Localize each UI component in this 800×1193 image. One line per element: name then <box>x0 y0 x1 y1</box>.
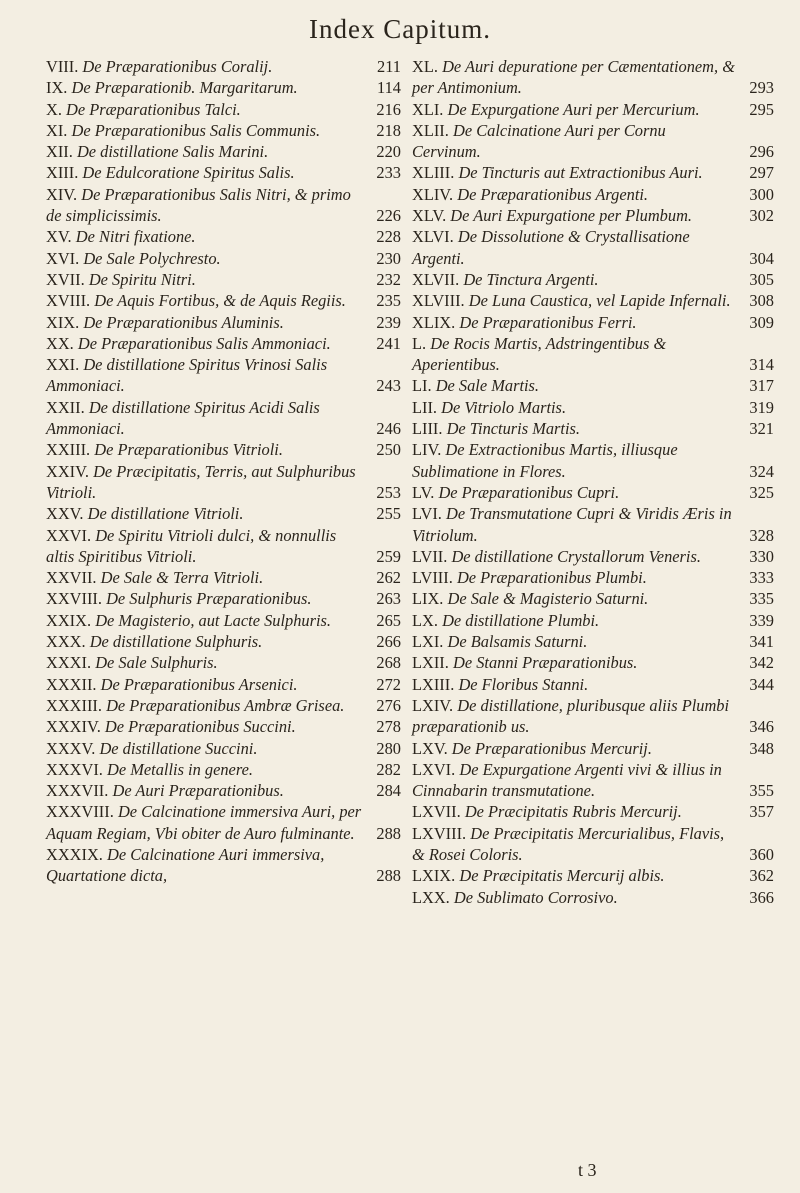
page-number: 216 <box>376 99 401 119</box>
chapter-title: De Præparationibus Argenti. <box>457 184 649 204</box>
page-number: 284 <box>376 781 401 801</box>
index-entry <box>412 418 774 439</box>
index-entry <box>412 631 774 652</box>
page-number: 317 <box>749 376 774 396</box>
index-entry <box>46 162 401 183</box>
chapter-number: XXXV. <box>46 738 96 758</box>
chapter-number: XXXII. <box>46 674 97 694</box>
index-column-left <box>46 56 401 887</box>
chapter-title: De Calcinatione immersiva Auri, per Aquam Regiam, Vbi obiter de Auro fulminante. <box>46 802 362 843</box>
chapter-number: XXVI. <box>46 525 92 545</box>
chapter-title: De Præparationibus Vitrioli. <box>94 440 283 460</box>
chapter-number: IX. <box>46 78 68 98</box>
chapter-number: XVII. <box>46 269 85 289</box>
chapter-number: XLV. <box>412 206 447 226</box>
chapter-title: De distillatione Plumbi. <box>442 610 600 630</box>
chapter-title: De Calcinatione Auri immersiva, Quartatione dicta, <box>46 844 325 886</box>
chapter-title: De Sale Martis. <box>435 376 540 396</box>
chapter-number: LX. <box>412 610 438 630</box>
chapter-number: XIII. <box>46 163 79 183</box>
chapter-title: De Præparationibus Aluminis. <box>83 312 284 332</box>
chapter-number: LXIV. <box>412 695 454 715</box>
index-column-right <box>412 56 774 908</box>
index-entry <box>46 56 401 77</box>
chapter-title: De Sublimato Corrosivo. <box>453 887 618 907</box>
index-entry <box>46 759 401 780</box>
chapter-number: XLII. <box>412 120 449 140</box>
page-number: 314 <box>749 355 774 375</box>
index-entry <box>412 738 774 759</box>
chapter-number: XLVII. <box>412 269 460 289</box>
chapter-number: XXIII. <box>46 440 91 460</box>
index-entry <box>412 503 774 546</box>
index-entry <box>412 56 774 99</box>
index-entry <box>46 397 401 440</box>
index-entry <box>46 695 401 716</box>
index-entry <box>46 99 401 120</box>
chapter-number: LIII. <box>412 419 443 439</box>
chapter-number: LVI. <box>412 504 442 524</box>
chapter-title: De Dissolutione & Crystallisatione Argenti. <box>412 227 690 268</box>
chapter-number: LXI. <box>412 632 444 652</box>
chapter-title: De Expurgatione Auri per Mercurium. <box>447 99 700 119</box>
page-number: 243 <box>376 376 401 396</box>
chapter-title: De Tinctura Argenti. <box>463 269 599 289</box>
chapter-number: LXVI. <box>412 759 456 779</box>
index-entry <box>412 120 774 163</box>
chapter-title: De distillatione Salis Marini. <box>76 142 269 162</box>
index-entry <box>46 269 401 290</box>
index-entry <box>412 269 774 290</box>
chapter-title: De Præcipitatis Rubris Mercurij. <box>464 802 682 822</box>
chapter-title: De Expurgatione Argenti vivi & illius in Cinnabarin transmutatione. <box>412 759 722 801</box>
page-number: 226 <box>376 206 401 226</box>
chapter-number: LXVII. <box>412 802 461 822</box>
chapter-title: De Floribus Stanni. <box>458 674 589 694</box>
page-number: 272 <box>376 674 401 694</box>
chapter-number: XV. <box>46 227 72 247</box>
chapter-title: De Transmutatione Cupri & Viridis Æris in Vitriolum. <box>412 504 732 545</box>
index-entry <box>46 461 401 504</box>
page-number: 288 <box>376 866 401 886</box>
chapter-number: LIV. <box>412 440 442 460</box>
index-entry <box>46 184 401 227</box>
page-number: 276 <box>376 695 401 715</box>
chapter-number: LXIII. <box>412 674 455 694</box>
index-entry <box>46 631 401 652</box>
chapter-number: X. <box>46 99 62 119</box>
chapter-title: De Sale Sulphuris. <box>95 653 218 673</box>
page-number: 300 <box>749 184 774 204</box>
page-number: 325 <box>749 482 774 502</box>
chapter-number: LI. <box>412 376 432 396</box>
chapter-number: LV. <box>412 482 435 502</box>
chapter-number: XLI. <box>412 99 444 119</box>
page-number: 321 <box>749 419 774 439</box>
page-number: 235 <box>376 291 401 311</box>
page-number: 265 <box>376 610 401 630</box>
index-entry <box>412 333 774 376</box>
chapter-number: L. <box>412 333 427 353</box>
index-entry <box>46 525 401 568</box>
index-entry <box>46 674 401 695</box>
chapter-title: De Præparationibus Ferri. <box>459 312 637 332</box>
index-entry <box>412 588 774 609</box>
chapter-number: LXII. <box>412 653 449 673</box>
page-number: 211 <box>377 57 401 76</box>
index-entry <box>46 738 401 759</box>
chapter-title: De distillatione Spiritus Acidi Salis Ammoniaci. <box>46 397 320 439</box>
index-entry <box>46 312 401 333</box>
chapter-number: LXIX. <box>412 866 456 886</box>
chapter-number: XXX. <box>46 632 86 652</box>
chapter-title: De distillatione Crystallorum Veneris. <box>451 546 701 566</box>
chapter-number: XLIV. <box>412 184 454 204</box>
chapter-number: VIII. <box>46 57 79 76</box>
chapter-number: XXXVII. <box>46 781 109 801</box>
index-entry <box>412 801 774 822</box>
page-number: 241 <box>376 333 401 353</box>
chapter-title: De Auri Præparationibus. <box>112 781 284 801</box>
index-entry <box>412 205 774 226</box>
page-number: 228 <box>376 227 401 247</box>
page-number: 220 <box>376 142 401 162</box>
page-number: 297 <box>749 163 774 183</box>
index-entry <box>412 546 774 567</box>
page-number: 278 <box>376 717 401 737</box>
chapter-number: XX. <box>46 333 74 353</box>
page-number: 259 <box>376 546 401 566</box>
index-entry <box>412 865 774 886</box>
page-number: 308 <box>749 291 774 311</box>
index-entry <box>46 226 401 247</box>
page-number: 328 <box>749 525 774 545</box>
index-entry <box>412 567 774 588</box>
index-entry <box>412 695 774 738</box>
page-number: 263 <box>376 589 401 609</box>
chapter-number: LII. <box>412 397 438 417</box>
chapter-number: XLIX. <box>412 312 456 332</box>
index-entry <box>412 674 774 695</box>
index-entry <box>46 567 401 588</box>
chapter-number: XXVII. <box>46 568 97 588</box>
chapter-number: XLVI. <box>412 227 454 247</box>
index-entry <box>46 844 401 887</box>
chapter-number: XXII. <box>46 397 85 417</box>
page-number: 250 <box>376 440 401 460</box>
chapter-title: De Præparationibus Succini. <box>104 717 296 737</box>
index-entry <box>46 354 401 397</box>
chapter-number: XXXIV. <box>46 717 101 737</box>
index-entry <box>46 120 401 141</box>
chapter-number: LXVIII. <box>412 823 467 843</box>
page-number: 268 <box>376 653 401 673</box>
chapter-number: XXVIII. <box>46 589 102 609</box>
index-entry <box>412 887 774 908</box>
chapter-title: De Præparationibus Salis Communis. <box>71 120 321 140</box>
chapter-number: XLIII. <box>412 163 455 183</box>
chapter-title: De distillatione Vitrioli. <box>87 504 244 524</box>
chapter-number: LVII. <box>412 546 448 566</box>
chapter-title: De distillatione Spiritus Vrinosi Salis Ammoniaci. <box>46 355 328 396</box>
page-number: 246 <box>376 419 401 439</box>
index-entry <box>46 801 401 844</box>
index-entry <box>412 397 774 418</box>
chapter-title: De Præparationibus Salis Ammoniaci. <box>77 333 331 353</box>
page-number: 288 <box>376 823 401 843</box>
chapter-number: XXI. <box>46 355 80 375</box>
page-number: 232 <box>376 269 401 289</box>
chapter-title: De Vitriolo Martis. <box>441 397 567 417</box>
chapter-number: XXXI. <box>46 653 92 673</box>
page-number: 218 <box>376 120 401 140</box>
index-entry <box>46 248 401 269</box>
page-number: 341 <box>749 632 774 652</box>
chapter-title: De distillatione, pluribusque aliis Plumbi præparationib us. <box>412 695 730 737</box>
page-number: 319 <box>749 397 774 417</box>
page-number: 339 <box>749 610 774 630</box>
chapter-number: LXX. <box>412 887 450 907</box>
page-title: Index Capitum. <box>309 14 491 44</box>
index-entry <box>412 823 774 866</box>
index-entry <box>412 375 774 396</box>
page-number: 114 <box>377 78 401 98</box>
chapter-title: De Magisterio, aut Lacte Sulphuris. <box>95 610 332 630</box>
chapter-title: De Præcipitatis Mercurij albis. <box>459 866 665 886</box>
chapter-title: De Aquis Fortibus, & de Aquis Regiis. <box>94 291 346 311</box>
page-number: 309 <box>749 312 774 332</box>
chapter-title: De distillatione Succini. <box>99 738 258 758</box>
index-entry <box>412 610 774 631</box>
index-entry <box>46 588 401 609</box>
chapter-title: De Edulcoratione Spiritus Salis. <box>82 163 295 183</box>
chapter-title: De Præparationibus Ambræ Grisea. <box>106 695 345 715</box>
page-number: 362 <box>749 866 774 886</box>
chapter-number: XVI. <box>46 248 80 268</box>
index-entry <box>46 780 401 801</box>
page-number: 330 <box>749 546 774 566</box>
chapter-title: De Præparationibus Cupri. <box>438 482 620 502</box>
chapter-title: De Sale Polychresto. <box>83 248 221 268</box>
index-entry <box>46 290 401 311</box>
chapter-title: De Præparationibus Mercurij. <box>451 738 652 758</box>
page-number: 253 <box>376 482 401 502</box>
page-number: 360 <box>749 844 774 864</box>
index-entry <box>412 162 774 183</box>
page-number: 262 <box>376 568 401 588</box>
page-number: 333 <box>749 568 774 588</box>
chapter-title: De Luna Caustica, vel Lapide Infernali. <box>468 291 731 311</box>
index-entry <box>412 439 774 482</box>
chapter-title: De Auri depuratione per Cæmentationem, & per Antimonium. <box>412 57 735 98</box>
chapter-number: XXXVI. <box>46 759 103 779</box>
chapter-title: De Nitri fixatione. <box>75 227 196 247</box>
index-entry <box>412 652 774 673</box>
index-entry <box>412 312 774 333</box>
index-entry <box>46 610 401 631</box>
chapter-title: De Præcipitatis, Terris, aut Sulphuribus Vitrioli. <box>46 461 356 502</box>
signature-mark: t 3 <box>578 1160 597 1180</box>
chapter-title: De Sale & Terra Vitrioli. <box>100 568 264 588</box>
chapter-title: De Stanni Præparationibus. <box>452 653 638 673</box>
chapter-title: De Calcinatione Auri per Cornu Cervinum. <box>412 120 666 162</box>
page-number: 342 <box>749 653 774 673</box>
chapter-number: XXXIII. <box>46 695 102 715</box>
page-number: 355 <box>749 781 774 801</box>
index-entry <box>412 99 774 120</box>
page-number: 304 <box>749 248 774 268</box>
chapter-title: De Tincturis Martis. <box>446 419 581 439</box>
chapter-number: XIX. <box>46 312 80 332</box>
chapter-title: De Præparationibus Plumbi. <box>456 568 647 588</box>
page-number: 335 <box>749 589 774 609</box>
chapter-title: De Metallis in genere. <box>107 759 253 779</box>
index-entry <box>46 77 401 98</box>
page-number: 230 <box>376 248 401 268</box>
index-entry <box>46 333 401 354</box>
chapter-title: De Præcipitatis Mercurialibus, Flavis, & Rosei Coloris. <box>412 823 725 864</box>
chapter-title: De Præparationibus Talci. <box>66 99 241 119</box>
chapter-number: XI. <box>46 120 68 140</box>
chapter-number: LXV. <box>412 738 448 758</box>
page-number: 357 <box>749 802 774 822</box>
chapter-title: De Præparationibus Salis Nitri, & primo de simplicissimis. <box>46 184 351 226</box>
chapter-title: De Præparationibus Arsenici. <box>100 674 298 694</box>
chapter-number: XXV. <box>46 504 84 524</box>
chapter-number: XVIII. <box>46 291 91 311</box>
page-number: 233 <box>376 163 401 183</box>
page-number: 296 <box>749 142 774 162</box>
index-entry <box>412 759 774 802</box>
index-entry <box>46 652 401 673</box>
chapter-title: De distillatione Sulphuris. <box>89 632 263 652</box>
chapter-title: De Spiritu Vitrioli dulci, & nonnullis altis Spiritibus Vitrioli. <box>46 525 337 566</box>
chapter-title: De Spiritu Nitri. <box>88 269 196 289</box>
chapter-title: De Sale & Magisterio Saturni. <box>447 589 649 609</box>
index-entry <box>46 141 401 162</box>
chapter-title: De Præparationibus Coralij. <box>82 57 273 76</box>
chapter-number: XXXIX. <box>46 844 103 864</box>
chapter-title: De Auri Expurgatione per Plumbum. <box>450 206 693 226</box>
chapter-title: De Rocis Martis, Adstringentibus & Aperientibus. <box>412 333 667 375</box>
index-entry <box>412 290 774 311</box>
chapter-number: XII. <box>46 142 73 162</box>
chapter-number: LIX. <box>412 589 444 609</box>
chapter-number: XIV. <box>46 184 78 204</box>
page-number: 282 <box>376 759 401 779</box>
chapter-title: De Sulphuris Præparationibus. <box>106 589 312 609</box>
page-number: 302 <box>749 206 774 226</box>
index-entry <box>412 482 774 503</box>
page-number: 266 <box>376 632 401 652</box>
page-number: 324 <box>749 461 774 481</box>
chapter-title: De Tincturis aut Extractionibus Auri. <box>458 163 703 183</box>
chapter-title: De Balsamis Saturni. <box>447 632 588 652</box>
index-entry <box>412 184 774 205</box>
chapter-number: XXIV. <box>46 461 89 481</box>
chapter-number: LVIII. <box>412 568 453 588</box>
page-number: 295 <box>749 99 774 119</box>
page-number: 239 <box>376 312 401 332</box>
page-number: 366 <box>749 887 774 907</box>
page-number: 348 <box>749 738 774 758</box>
index-entry <box>412 226 774 269</box>
page-number: 280 <box>376 738 401 758</box>
chapter-number: XXIX. <box>46 610 92 630</box>
chapter-title: De Præparationib. Margaritarum. <box>71 78 298 98</box>
page-number: 255 <box>376 504 401 524</box>
chapter-title: De Extractionibus Martis, illiusque Sublimatione in Flores. <box>412 440 678 481</box>
index-entry <box>46 503 401 524</box>
index-entry <box>46 716 401 737</box>
page-number: 344 <box>749 674 774 694</box>
page-number: 305 <box>749 269 774 289</box>
chapter-number: XXXVIII. <box>46 802 114 822</box>
page-number: 346 <box>749 717 774 737</box>
chapter-number: XLVIII. <box>412 291 465 311</box>
chapter-number: XL. <box>412 57 438 76</box>
page-number: 293 <box>749 78 774 98</box>
index-entry <box>46 439 401 460</box>
